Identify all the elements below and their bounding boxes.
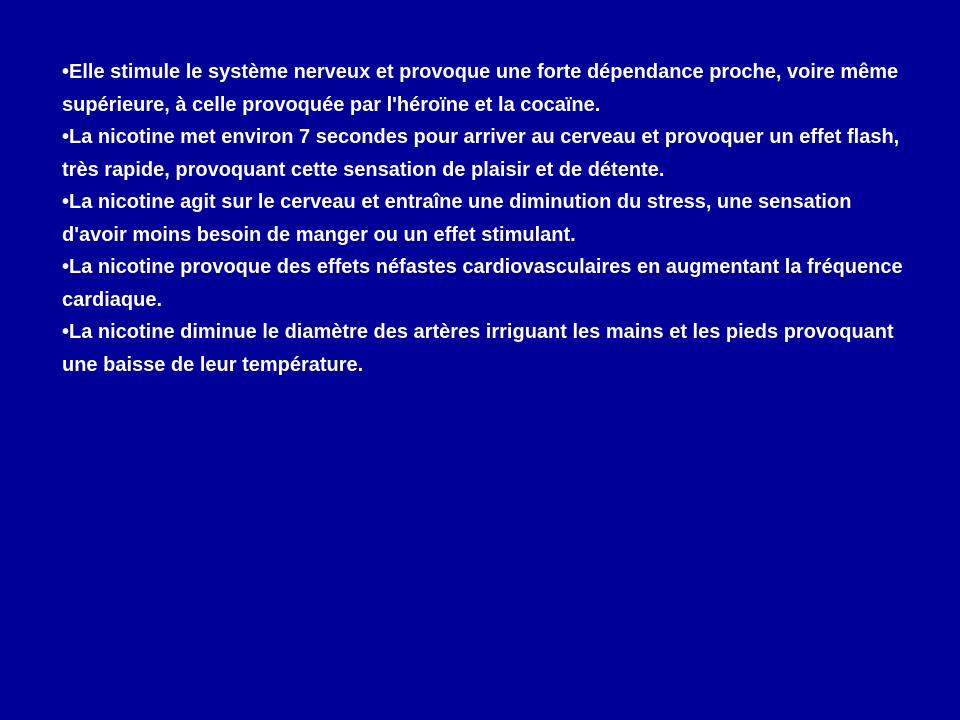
slide-body-text: [62, 56, 912, 381]
bullet-item: •La nicotine provoque des effets néfastes cardiovasculaires en augmentant la fréquence cardiaque.: [62, 256, 903, 311]
bullet-item: •La nicotine met environ 7 secondes pour arriver au cerveau et provoquer un effet flash, très rapide, provoquant cette sensation de plaisir et de détente.: [62, 126, 900, 181]
bullet-item: •La nicotine agit sur le cerveau et entraîne une diminution du stress, une sensation d'avoir moins besoin de manger ou un effet stimulant.: [62, 191, 852, 246]
bullet-item: •Elle stimule le système nerveux et provoque une forte dépendance proche, voire même supérieure, à celle provoquée par l'héroïne et la cocaïne.: [62, 61, 899, 116]
bullet-item: •La nicotine diminue le diamètre des artères irriguant les mains et les pieds provoquant une baisse de leur température.: [62, 321, 894, 376]
